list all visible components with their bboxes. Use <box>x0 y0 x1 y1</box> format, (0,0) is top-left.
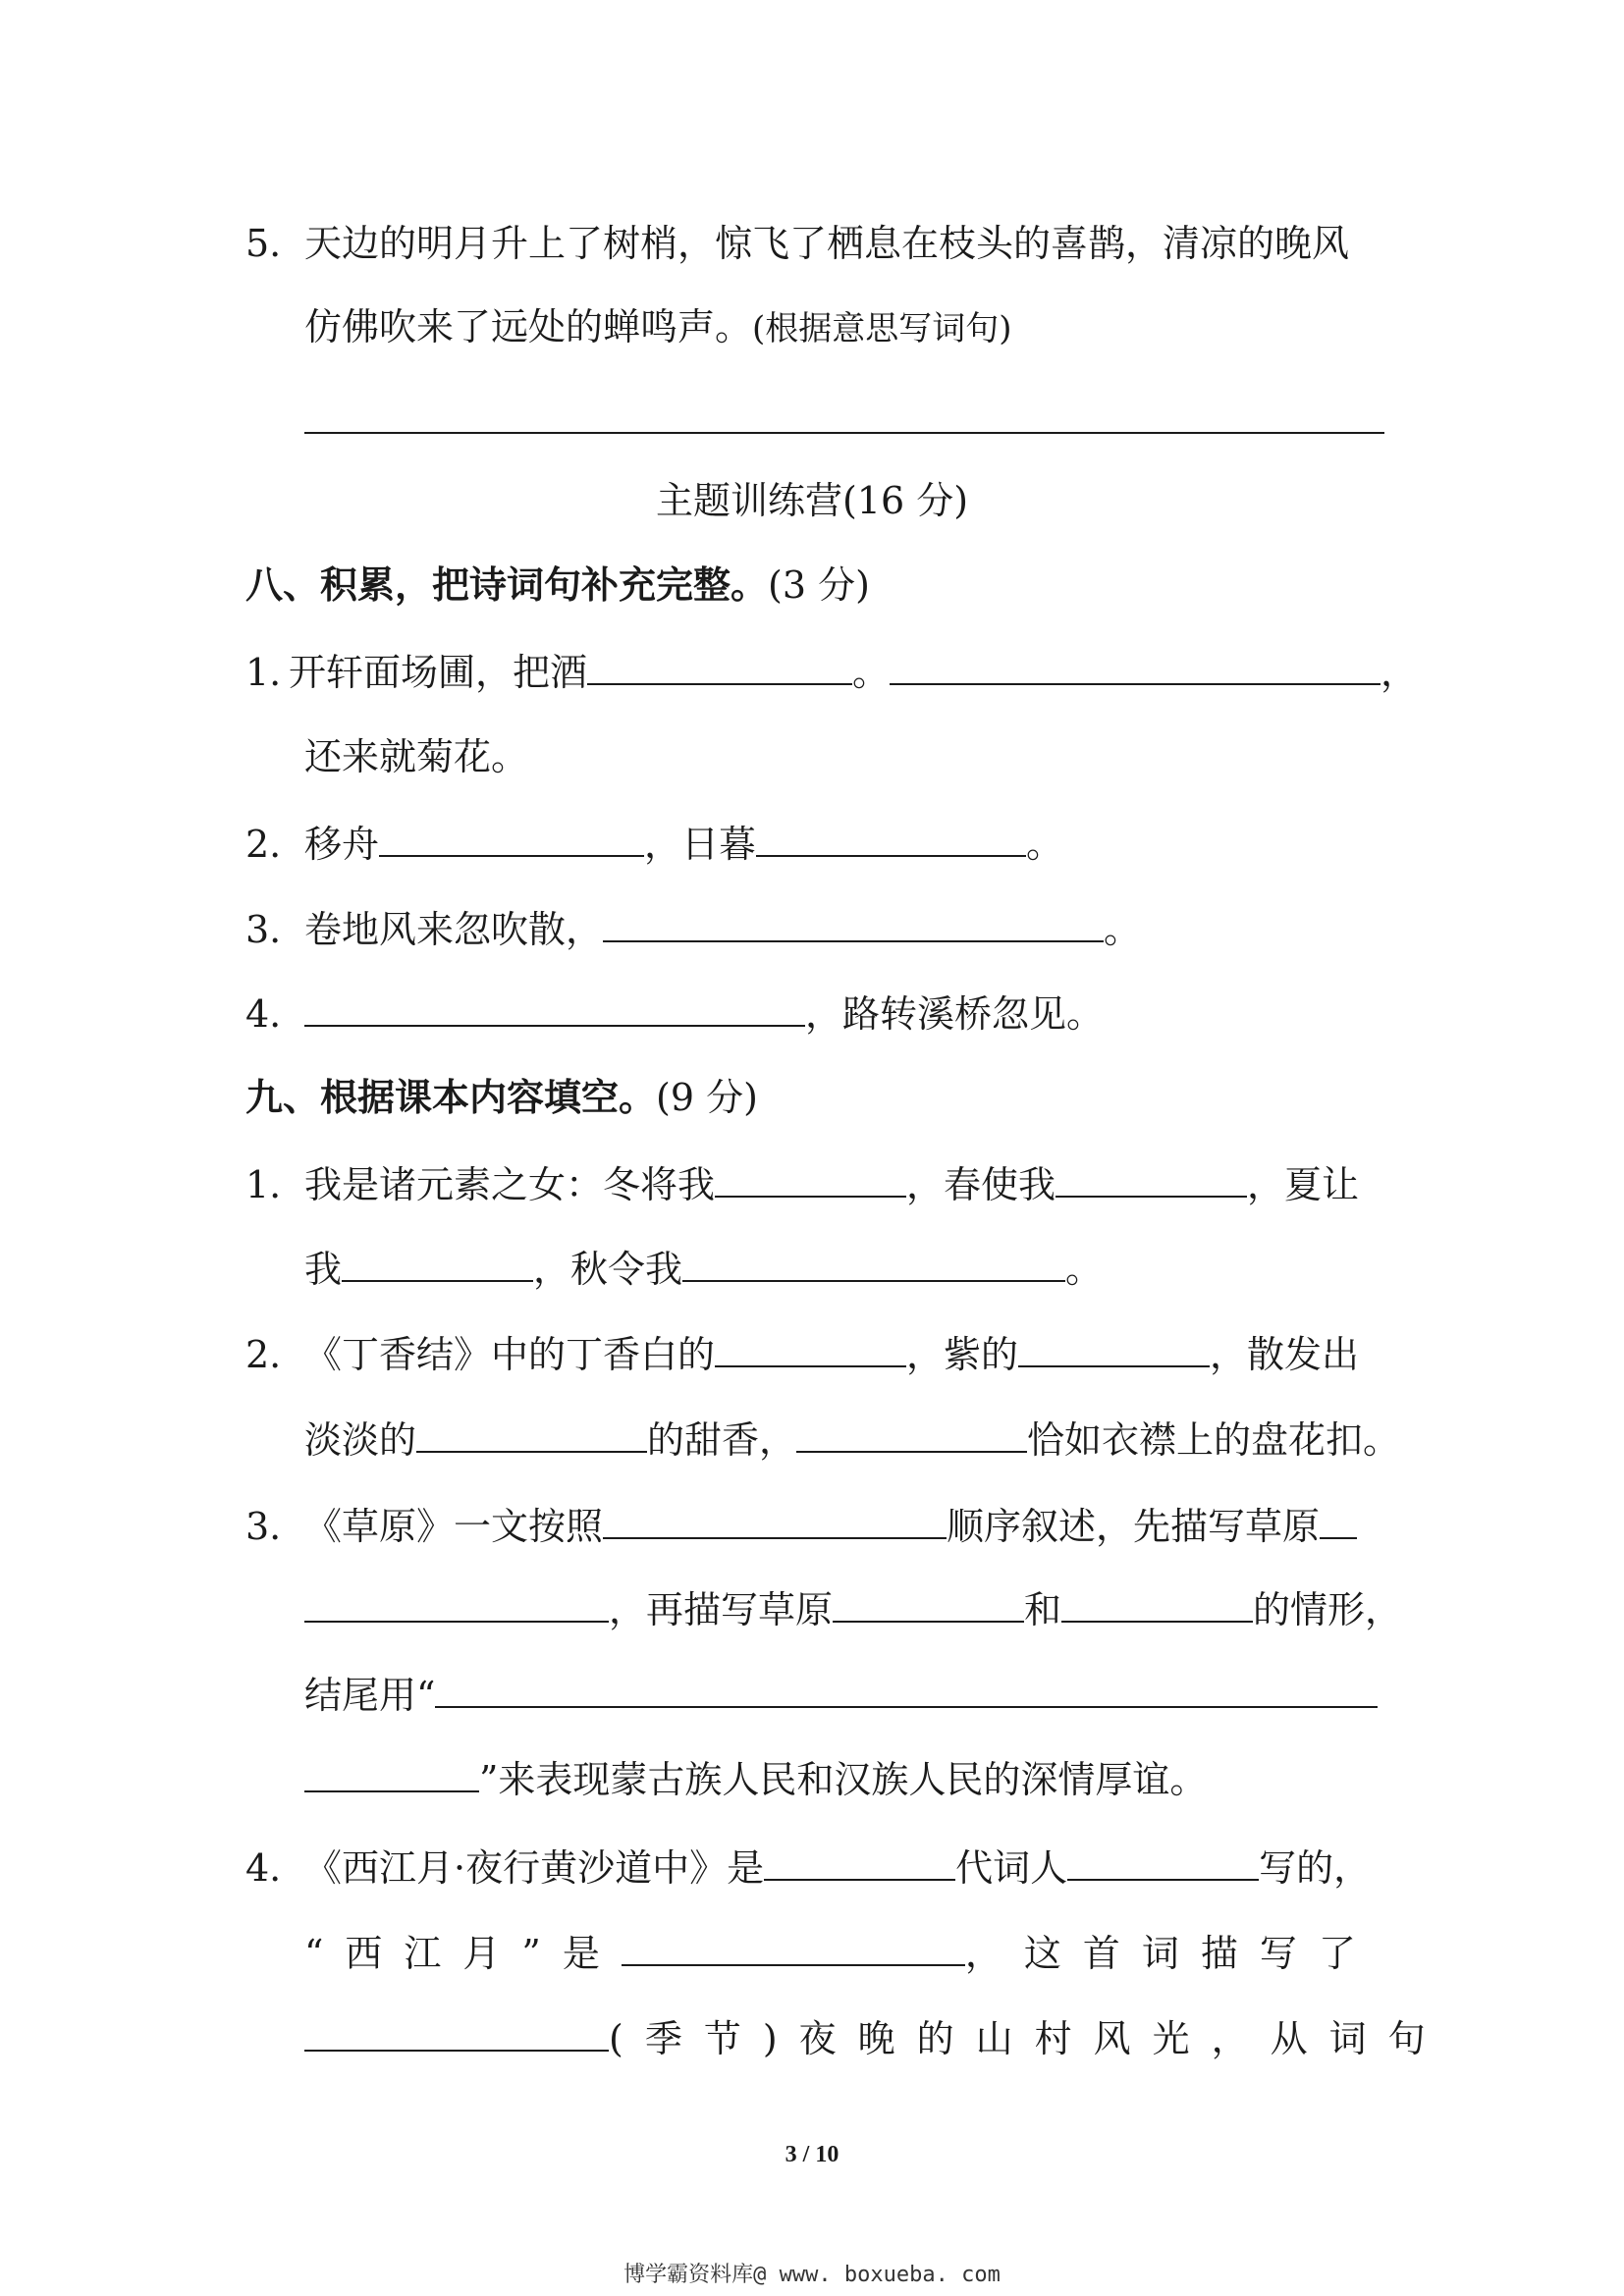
s9-item4-line2 <box>304 1929 1378 1976</box>
section-9-title: 九、根据课本内容填空。 <box>245 1075 657 1119</box>
s9-item1-blank-4[interactable] <box>682 1245 1065 1282</box>
q5-text-1: 天边的明月升上了树梢，惊飞了栖息在枝头的喜鹊，清凉的晚风 <box>304 222 1350 265</box>
q5-note: (根据意思写词句) <box>752 309 1012 348</box>
s9-item3-text-f: 结尾用“ <box>304 1674 436 1717</box>
s9-item2-blank-4[interactable] <box>796 1415 1027 1453</box>
s9-item4-text-e: ，这首词描写了 <box>964 1932 1378 1975</box>
s9-item1-text-e: ，秋令我 <box>533 1248 683 1291</box>
s8-item3-blank[interactable] <box>603 905 1104 942</box>
s9-item1-number: 1. <box>245 1163 282 1206</box>
s9-item3-blank-5a[interactable] <box>435 1671 1378 1708</box>
s9-item1-text-f: 。 <box>1065 1248 1104 1291</box>
s9-item3-text-g: ”来表现蒙古族人民和汉族人民的深情厚谊。 <box>479 1758 1208 1801</box>
s9-item4-blank-4[interactable] <box>304 2014 609 2052</box>
s9-item2-line2 <box>304 1415 1400 1463</box>
s8-item2-text-c: 。 <box>1026 823 1064 866</box>
s9-item2-text-c: ，散发出 <box>1210 1333 1360 1376</box>
s9-item3-line4 <box>304 1755 1207 1802</box>
s9-item3-blank-5b[interactable] <box>304 1755 479 1792</box>
s9-item1-blank-1[interactable] <box>715 1160 906 1198</box>
s9-item4-blank-3[interactable] <box>622 1929 965 1966</box>
s8-item2-blank-2[interactable] <box>756 820 1026 857</box>
s9-item2-text-d: 淡淡的 <box>304 1418 417 1462</box>
s9-item4-text-f: (季节)夜晚的山村风光，从词句 <box>609 2017 1447 2060</box>
s9-item3-blank-2a[interactable] <box>1320 1502 1357 1539</box>
s8-item3-number: 3. <box>245 908 282 951</box>
s8-item1-line1 <box>245 648 1418 695</box>
s9-item1-line1 <box>245 1160 1359 1207</box>
section-8-title: 八、积累，把诗词句补充完整。 <box>245 562 769 607</box>
s8-item2 <box>245 820 1063 867</box>
s9-item4-line1 <box>245 1843 1371 1891</box>
s9-item2-text-a: 《丁香结》中的丁香白的 <box>304 1333 716 1376</box>
theme-title: 主题训练营(16 分) <box>655 479 969 522</box>
section-8-points: (3 分) <box>768 563 870 607</box>
s9-item3-blank-1[interactable] <box>603 1502 947 1539</box>
s9-item3-line3 <box>304 1671 1378 1718</box>
s8-item1-number: 1. <box>245 651 282 694</box>
s9-item3-text-b: 顺序叙述，先描写草原 <box>947 1505 1321 1548</box>
q5-line2 <box>304 304 1012 351</box>
s9-item2-line1 <box>245 1330 1359 1377</box>
s9-item4-text-a: 《西江月·夜行黄沙道中》是 <box>304 1846 765 1890</box>
s9-item1-text-b: ，春使我 <box>906 1163 1056 1206</box>
s9-item3-line1 <box>245 1502 1357 1549</box>
s9-item2-number: 2. <box>245 1333 282 1376</box>
watermark: 博学霸资料库@ www. boxueba. com <box>623 2263 1001 2287</box>
s9-item2-blank-2[interactable] <box>1018 1330 1210 1367</box>
s8-item2-text-b: ，日暮 <box>644 823 757 866</box>
s9-item1-line2 <box>304 1245 1103 1292</box>
s9-item1-blank-3[interactable] <box>342 1245 533 1282</box>
s9-item1-text-d: 我 <box>304 1248 343 1291</box>
s8-item1-blank-2[interactable] <box>890 648 1380 685</box>
s9-item3-blank-4[interactable] <box>1061 1585 1253 1623</box>
s8-item4-text-a: ，路转溪桥忽见。 <box>805 992 1105 1036</box>
s9-item1-text-a: 我是诸元素之女：冬将我 <box>304 1163 716 1206</box>
s9-item4-text-d: “西江月”是 <box>304 1932 622 1975</box>
s8-item2-text-a: 移舟 <box>304 823 380 866</box>
s8-item4 <box>245 989 1104 1037</box>
q5-text-2: 仿佛吹来了远处的蝉鸣声。 <box>304 305 753 348</box>
s9-item3-blank-2b[interactable] <box>304 1585 609 1623</box>
s9-item3-text-d: 和 <box>1024 1588 1062 1631</box>
section-9-heading <box>245 1075 758 1120</box>
s9-item2-blank-1[interactable] <box>715 1330 906 1367</box>
page-number: 3 / 10 <box>785 2142 839 2167</box>
s9-item2-blank-3[interactable] <box>416 1415 647 1453</box>
s9-item1-blank-2[interactable] <box>1056 1160 1247 1198</box>
s9-item3-blank-3[interactable] <box>833 1585 1024 1623</box>
q5-line1 <box>245 221 1349 266</box>
section-8-heading <box>245 562 870 608</box>
s9-item3-text-e: 的情形， <box>1253 1588 1403 1631</box>
s8-item4-number: 4. <box>245 992 282 1036</box>
s9-item3-line2 <box>304 1585 1402 1632</box>
q5-answer-line[interactable] <box>304 432 1384 434</box>
s8-item3-text-a: 卷地风来忽吹散， <box>304 908 604 951</box>
s8-item1-text-c: ， <box>1380 651 1419 694</box>
s8-item1-text-a: 开轩面场圃，把酒 <box>289 651 588 694</box>
s8-item1-blank-1[interactable] <box>587 648 852 685</box>
s9-item2-text-f: 恰如衣襟上的盘花扣。 <box>1027 1418 1401 1462</box>
s8-item2-blank-1[interactable] <box>379 820 644 857</box>
s9-item2-text-b: ，紫的 <box>906 1333 1019 1376</box>
s9-item4-blank-2[interactable] <box>1067 1843 1259 1881</box>
s9-item4-number: 4. <box>245 1846 282 1890</box>
s9-item4-line3 <box>304 2014 1447 2061</box>
section-9-points: (9 分) <box>656 1076 758 1119</box>
s8-item3 <box>245 905 1141 952</box>
q5-number: 5. <box>245 222 282 265</box>
s8-item1-text-d: 还来就菊花。 <box>304 735 529 778</box>
s8-item4-blank[interactable] <box>304 989 805 1027</box>
s8-item1-line2 <box>304 734 528 779</box>
s9-item4-blank-1[interactable] <box>764 1843 955 1881</box>
s9-item1-text-c: ，夏让 <box>1247 1163 1360 1206</box>
s8-item2-number: 2. <box>245 823 282 866</box>
s9-item3-text-a: 《草原》一文按照 <box>304 1505 604 1548</box>
s8-item3-text-b: 。 <box>1104 908 1142 951</box>
s9-item4-text-c: 写的， <box>1259 1846 1372 1890</box>
s9-item3-text-c: ，再描写草原 <box>609 1588 834 1631</box>
s9-item3-number: 3. <box>245 1505 282 1548</box>
s8-item1-text-b: 。 <box>852 651 891 694</box>
s9-item2-text-e: 的甜香， <box>647 1418 797 1462</box>
s9-item4-text-b: 代词人 <box>955 1846 1068 1890</box>
